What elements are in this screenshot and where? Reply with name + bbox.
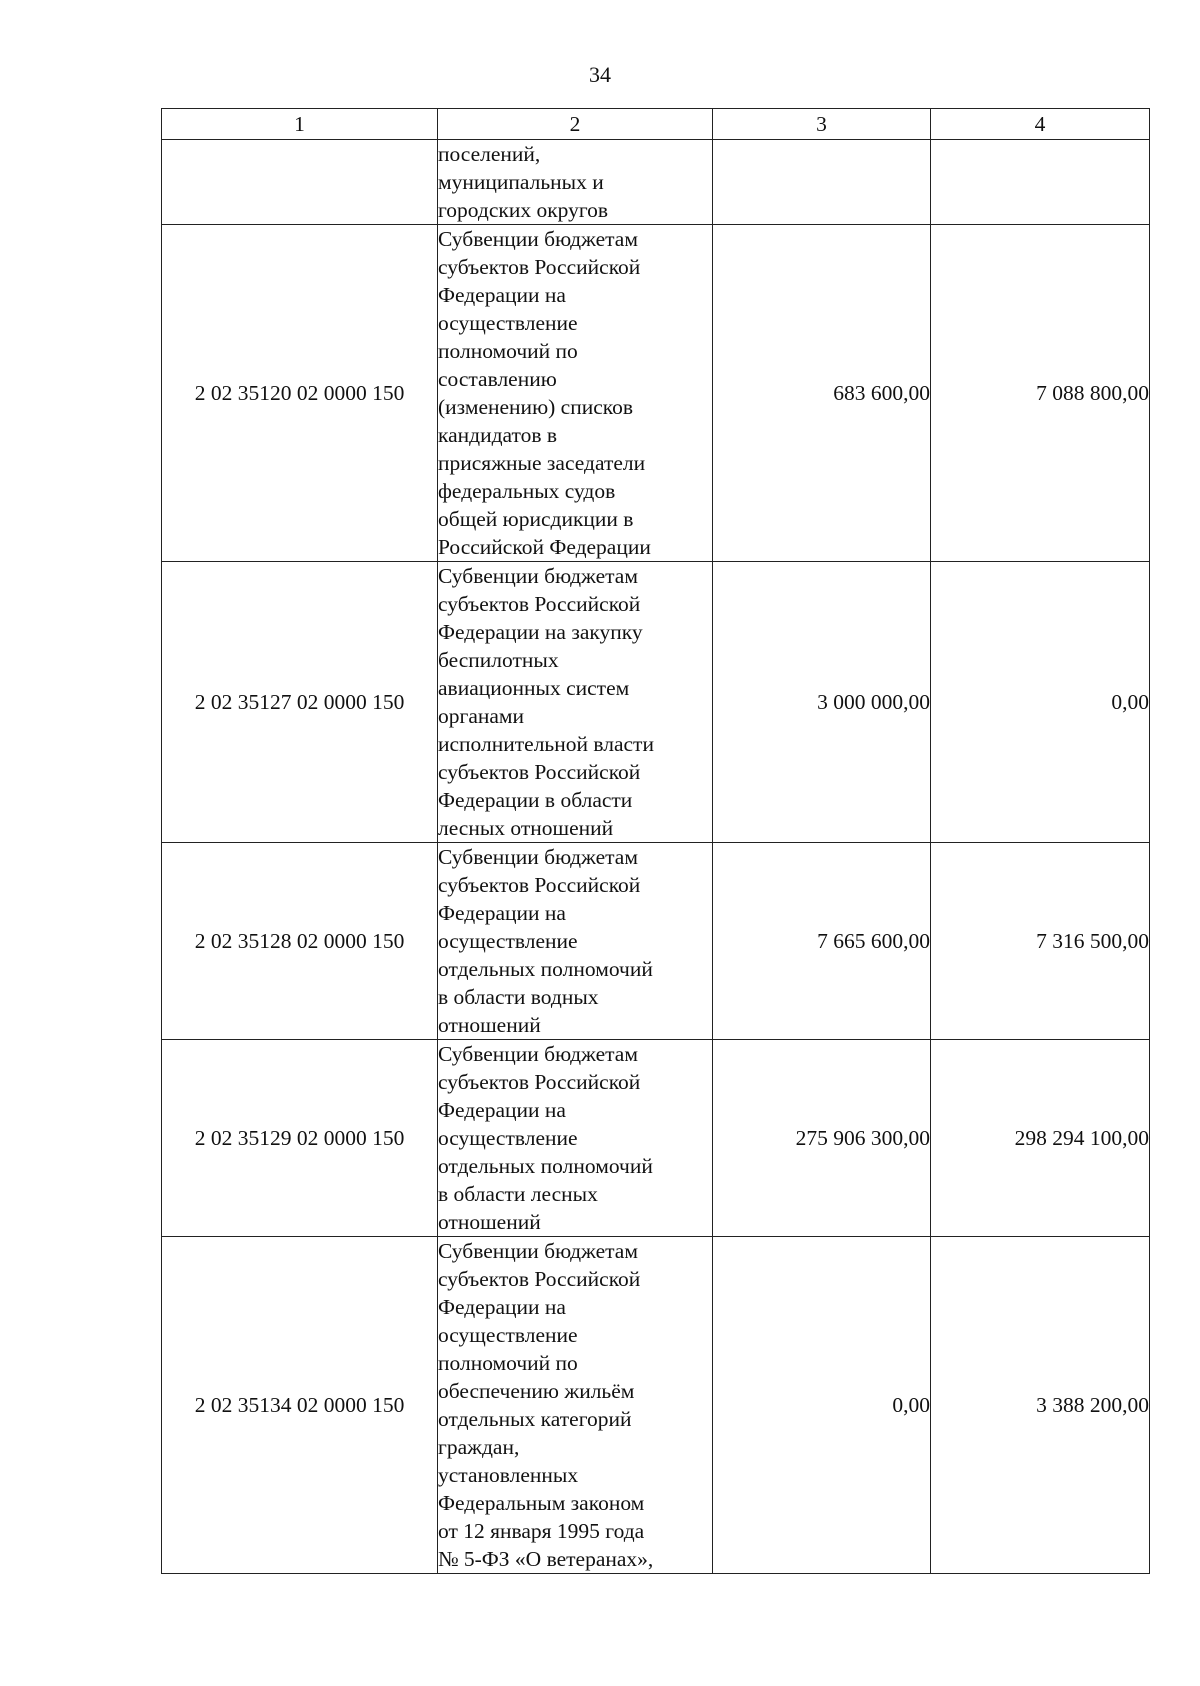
table-row	[162, 562, 1150, 843]
description-line: субъектов Российской	[438, 1267, 641, 1291]
description-line: авиационных систем	[438, 676, 630, 700]
description-line: полномочий по	[438, 339, 578, 363]
description-line: обеспечению жильём	[438, 1379, 635, 1403]
description-line: Субвенции бюджетам	[438, 845, 638, 869]
description-cell	[438, 843, 713, 1040]
description-line: лесных отношений	[438, 816, 614, 840]
description-cell	[438, 1237, 713, 1574]
description-line: Субвенции бюджетам	[438, 227, 638, 251]
table-header-row	[162, 109, 1150, 140]
description-line: органами	[438, 704, 525, 728]
column-header-4: 4	[931, 109, 1150, 140]
amount-col3-cell: 275 906 300,00	[713, 1040, 931, 1237]
description-line: Федерации на	[438, 1295, 566, 1319]
description-line: Субвенции бюджетам	[438, 564, 638, 588]
budget-code-cell: 2 02 35120 02 0000 150	[162, 225, 438, 562]
description-line: (изменению) списков	[438, 395, 634, 419]
description-line: беспилотных	[438, 648, 559, 672]
description-line: присяжные заседатели	[438, 451, 646, 475]
column-header-3: 3	[713, 109, 931, 140]
description-line: полномочий по	[438, 1351, 578, 1375]
description-line: Федерации на закупку	[438, 620, 643, 644]
description-line: установленных	[438, 1463, 579, 1487]
description-cell	[438, 1040, 713, 1237]
description-line: составлению	[438, 367, 557, 391]
description-line: кандидатов в	[438, 423, 558, 447]
description-line: граждан,	[438, 1435, 520, 1459]
budget-code-cell: 2 02 35128 02 0000 150	[162, 843, 438, 1040]
description-line: от 12 января 1995 года	[438, 1519, 645, 1543]
column-header-1: 1	[162, 109, 438, 140]
description-line: Субвенции бюджетам	[438, 1239, 638, 1263]
description-line: общей юрисдикции в	[438, 507, 634, 531]
budget-code-cell: 2 02 35127 02 0000 150	[162, 562, 438, 843]
description-line: отдельных полномочий	[438, 957, 653, 981]
description-line: субъектов Российской	[438, 255, 641, 279]
description-line: отдельных полномочий	[438, 1154, 653, 1178]
amount-col3-cell: 3 000 000,00	[713, 562, 931, 843]
description-line: субъектов Российской	[438, 873, 641, 897]
description-line: федеральных судов	[438, 479, 616, 503]
description-cell	[438, 562, 713, 843]
description-line: в области лесных	[438, 1182, 598, 1206]
description-cell	[438, 225, 713, 562]
budget-code-cell: 2 02 35129 02 0000 150	[162, 1040, 438, 1237]
table-row	[162, 1040, 1150, 1237]
description-line: отношений	[438, 1013, 541, 1037]
column-header-2: 2	[438, 109, 713, 140]
description-line: № 5-ФЗ «О ветеранах»,	[438, 1547, 654, 1571]
description-line: осуществление	[438, 311, 578, 335]
description-line: поселений,	[438, 142, 541, 166]
description-line: Федерации в области	[438, 788, 633, 812]
amount-col4-cell: 7 088 800,00	[931, 225, 1150, 562]
budget-code-cell	[162, 140, 438, 225]
description-line: в области водных	[438, 985, 599, 1009]
table-row	[162, 140, 1150, 225]
description-line: Субвенции бюджетам	[438, 1042, 638, 1066]
budget-table	[161, 108, 1150, 1574]
description-line: Федерации на	[438, 901, 566, 925]
amount-col3-cell: 683 600,00	[713, 225, 931, 562]
table-row	[162, 225, 1150, 562]
description-line: Федеральным законом	[438, 1491, 645, 1515]
table-row	[162, 1237, 1150, 1574]
description-line: Федерации на	[438, 283, 566, 307]
description-line: отдельных категорий	[438, 1407, 632, 1431]
description-line: осуществление	[438, 1323, 578, 1347]
amount-col4-cell: 0,00	[931, 562, 1150, 843]
description-line: субъектов Российской	[438, 1070, 641, 1094]
description-line: отношений	[438, 1210, 541, 1234]
amount-col4-cell	[931, 140, 1150, 225]
amount-col3-cell: 7 665 600,00	[713, 843, 931, 1040]
page-number: 34	[589, 62, 611, 87]
description-line: осуществление	[438, 929, 578, 953]
description-line: Федерации на	[438, 1098, 566, 1122]
description-line: исполнительной власти	[438, 732, 654, 756]
amount-col3-cell: 0,00	[713, 1237, 931, 1574]
description-cell	[438, 140, 713, 225]
description-line: субъектов Российской	[438, 760, 641, 784]
amount-col4-cell: 7 316 500,00	[931, 843, 1150, 1040]
description-line: осуществление	[438, 1126, 578, 1150]
amount-col3-cell	[713, 140, 931, 225]
description-line: муниципальных и	[438, 170, 604, 194]
budget-code-cell: 2 02 35134 02 0000 150	[162, 1237, 438, 1574]
description-line: субъектов Российской	[438, 592, 641, 616]
description-line: Российской Федерации	[438, 535, 651, 559]
table-row	[162, 843, 1150, 1040]
description-line: городских округов	[438, 198, 609, 222]
amount-col4-cell: 298 294 100,00	[931, 1040, 1150, 1237]
amount-col4-cell: 3 388 200,00	[931, 1237, 1150, 1574]
